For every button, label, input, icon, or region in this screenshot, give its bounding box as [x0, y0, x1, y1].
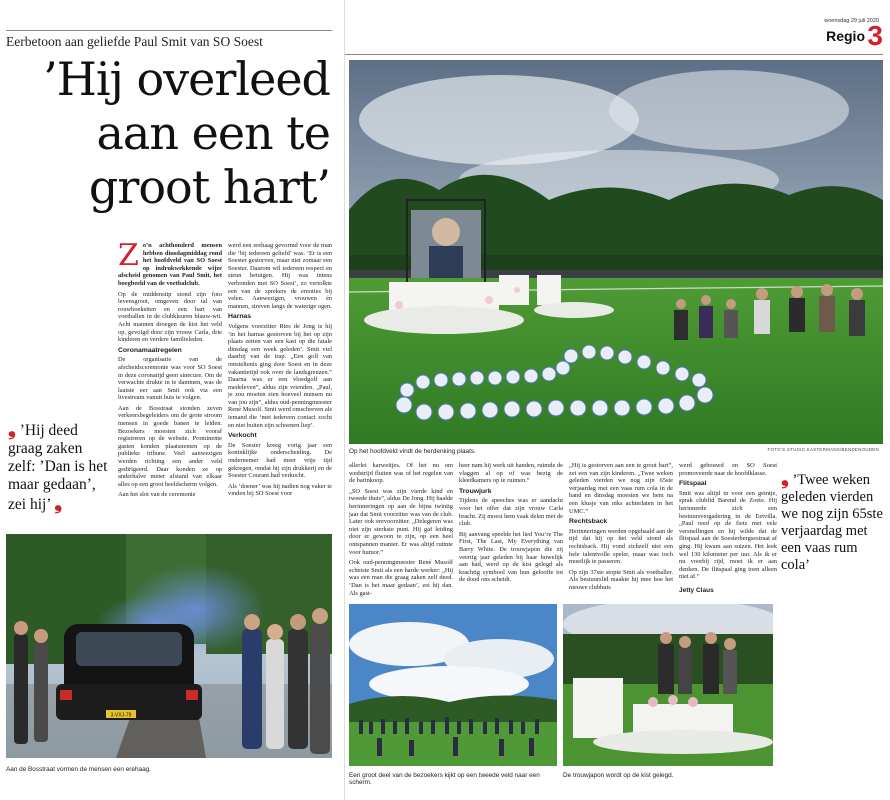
article-headline: ’Hij overleed aan een te groot hart’	[43, 52, 330, 214]
hearse-scene	[6, 534, 332, 758]
photo-main-field	[349, 60, 883, 444]
subheading: Verkocht	[228, 432, 257, 440]
paragraph: Bij aanvang speelde het lied You’re The First, The Last, My Everything van Barry White. De trouwjapon die zij veertig jaar geleden bij haar huwelijk aan had, werd op de kist gelegd als krachtig symbool van hun geloofte tot de dood ons scheidt.	[459, 530, 563, 584]
paragraph: Aan de Bosstraat stonden zeven verkeersbegeleiders om de grote stroom mensen in goede banen te leiden. Bezoekers moesten zich vooraf registreren op de website. Prominente gasten konden plaatsnemen op de publieke tribune. Veel aanwezigen werden richting een ander veld gedirigeerd. Daar konden ze op anderhalve meter afstand van elkaar alles op een groot beeldscherm volgen.	[118, 404, 222, 488]
text-column-3	[349, 462, 453, 600]
photo-credit: FOTO’S STUDIO KASTERMANS/BENDENOUDEN	[767, 447, 879, 452]
header-rule	[345, 54, 883, 55]
section-name: Regio	[826, 28, 865, 44]
paragraph: Aan het slot van de ceremonie	[118, 491, 196, 499]
text-column-2	[228, 242, 332, 501]
paragraph: werd gebouwd en SO Soest promoveerde naar de hoofdklasse.	[679, 462, 777, 477]
pull-quote-text: ’Hij deed graag zaken zelf: ’Dan is het maar gedaan’, zei hij’	[8, 422, 108, 513]
photo-caption: Aan de Bosstraat vormen de mensen een erehaag.	[6, 766, 151, 773]
paragraph: De organisatie van de afscheidsceremonie was voor SO Soest in deze coronatijd geen sinecure. Om de verwachte drukte in te dammen, was de laatste eer aan Smit ook via een livestream vanuit huis te volgen.	[118, 356, 222, 402]
paragraph: „Hij is gestorven aan een te groot hart”, zei een van zijn kinderen. „Twee weken geleden vierden we nog zijn 65ste verjaardag met een vaas rum cola in de hand en dinsdag moesten we hem na een klusje van niks achterlaten in het UMC.”	[569, 462, 673, 515]
subheading: Trouwjurk	[459, 487, 492, 495]
lead-paragraph: o’n achthonderd mensen hebben dinsdagmiddag rond het hoofdveld van SO Soest op indrukwekkende wijze afscheid genomen van Paul Smit, het boegbeeld van de voetbalclub.	[118, 242, 222, 287]
paragraph: Herinneringen werden opgehaald aan de tijd dat hij op het veld stond als rechtsback. Hij vond zichzelf niet een hele talentvolle speler, maar was toch moeilijk te passeren.	[569, 527, 673, 566]
paragraph: Op zijn 37ste stopte Smit als voetballer. Als bestuurslid maakte hij mee hoe het nieuwe clubhuis	[569, 568, 673, 591]
text-column-5	[569, 462, 673, 595]
quote-mark-icon: ❟	[8, 418, 16, 440]
bottom-left-caption: Een groot deel van de bezoekers kijkt op een tweede veld naar een scherm.	[349, 772, 540, 786]
text-column-4	[459, 462, 563, 587]
subheading: Coronamaatregelen	[118, 346, 182, 354]
subheading: Flitspaal	[679, 480, 707, 488]
quote-mark-icon: ❟	[781, 467, 789, 489]
paragraph: Als ‘doener’ was hij nadien nog vaker te vinden bij SO Soest voor	[228, 482, 332, 498]
paragraph: Smit was altijd in voor een geintje, sprak clubfid Barend de Zoete. Hij herinnerde zich een bestuursvergadering in de Eetvilla. „Paul reed op de fiets met vele versnellingen en hij wilde dat de flitspaal aan de Soesterbergsestraat af ging. Hij kwam aan suizen. Het leek wel 130 kilometer per uur. Als ik er nu voorbij rijd, moet ik er aan denken. De flitspaal ging toen alleen niet af.”	[679, 489, 777, 581]
paragraph: heer nam hij werk uit handen, ruimde de vlaggen al op of was bezig de kleedkamers op te ruimen.”	[459, 462, 563, 485]
pull-quote-text: ’Twee weken geleden vierden we nog zijn 65ste verjaardag met een vaas rum cola’	[781, 472, 883, 573]
photo-hearse	[6, 534, 332, 758]
main-photo-caption: Op het hoofdveld vindt de herdenking plaats.	[349, 448, 476, 455]
author-signature: Jetty Claus	[679, 586, 714, 594]
text-column-6	[679, 462, 777, 595]
paragraph: Tijdens de speeches was er aandacht voor het offer dat zijn vrouw Carla bracht. Zij moest hem vaak delen met de club.	[459, 497, 563, 528]
photo-second-field	[349, 604, 557, 766]
paragraph: Ook oud-penningmeester René Musolf schetste Smit als een harde werker: „Hij was een man die graag zaken zelf deed. ‘Dan is het maar gedaan’, zei hij dan. Als gast-	[349, 559, 453, 597]
paragraph: Volgens voorzitter Ries de Jong is hij ‘in het harnas gestorven bij het op zijn plaats zetten van een kast op die fatale dinsdag een week geleden’. Smit viel daarbij van de trap. „Een golf van ontsteltenis ging door Soest en in deze vakantietijd ook over de landsgrenzen.” Daarna was er een vloedgolf aan medeleven”, aldus zijn vrienden. „Paul, je zou moeten zien hoeveel mensen nu van jou zijn”, aldus oud-penningmeester René Musolf. Smit werd omschreven als iemand die ‘met iedereen contact zocht en niet buiten zijn schoenen liep’.	[228, 322, 333, 429]
coffin-scene	[563, 604, 773, 766]
bottom-right-caption: De trouwjapon wordt op de kist gelegd.	[563, 772, 674, 779]
text-column-1	[118, 238, 222, 502]
page-number: 3	[867, 20, 883, 51]
paragraph: „SO Soest was zijn vierde kind en tweede thuis”, aldus De Jong. Hij haalde herinneringen op aan de bijna twintig jaar dat Smit voorzitter was van de club. Later ook erevoorzitter. „Delegeren was niet zijn sterkste punt. Hij gaf leiding door er gewoon te zijn, op een heel ontspannen manier. Er was altijd ruimte voor humor.”	[349, 487, 453, 556]
right-newspaper-page	[344, 0, 890, 800]
paragraph: werd een erehaag gevormd voor de man die ‘bij iedereen geliefd’ was. ‘Er is een Soester gestorven, maar niet zomaar een Soester. Daarom wil iedereen respect en steun betuigen. Hij was intens verbonden met SO Soest’, zo vertolkte een van de sprekers de emoties bij velen. Aanwezigen, vrouwen én mannen, streven langs de waterige ogen.	[228, 242, 332, 310]
subheading: Harnas	[228, 313, 252, 321]
photo-coffin	[563, 604, 773, 766]
pull-quote-right	[781, 467, 885, 574]
memorial-field-scene	[349, 60, 883, 444]
paragraph: allerlei karweitjes. Of het nu om wedstrijd fluiten was of het regelen van de barinkoop.	[349, 462, 453, 485]
paragraph: Op de middenstip stond zijn foto levensgroot, omgeven door tal van rouwboeketten en een hart van voetballen in de clubkleuren blauw-wit. Acht mannen droegen de kist het veld op, gevolgd door zijn vrouw Carla, drie kinderen en verdere familieleden.	[118, 290, 222, 344]
subheading: Rechtsback	[569, 518, 608, 526]
pull-quote	[8, 420, 112, 514]
dropcap: Z	[118, 238, 139, 273]
date-line: woensdag 29 juli 2020	[824, 18, 879, 24]
top-rule	[6, 30, 332, 31]
paragraph: De Soester kreeg vorig jaar een koninklijke onderscheiding. De ondernemer had meer vrije tijd gekregen, omdat hij zijn drukkerij en de Soester Courant had verkocht.	[228, 441, 332, 480]
license-plate: 3-VXJ-79	[110, 712, 132, 719]
left-newspaper-page	[0, 0, 340, 800]
article-kicker: Eerbetoon aan geliefde Paul Smit van SO Soest	[6, 34, 263, 49]
second-field-scene	[349, 604, 557, 766]
quote-mark-icon: ❟	[54, 492, 63, 514]
